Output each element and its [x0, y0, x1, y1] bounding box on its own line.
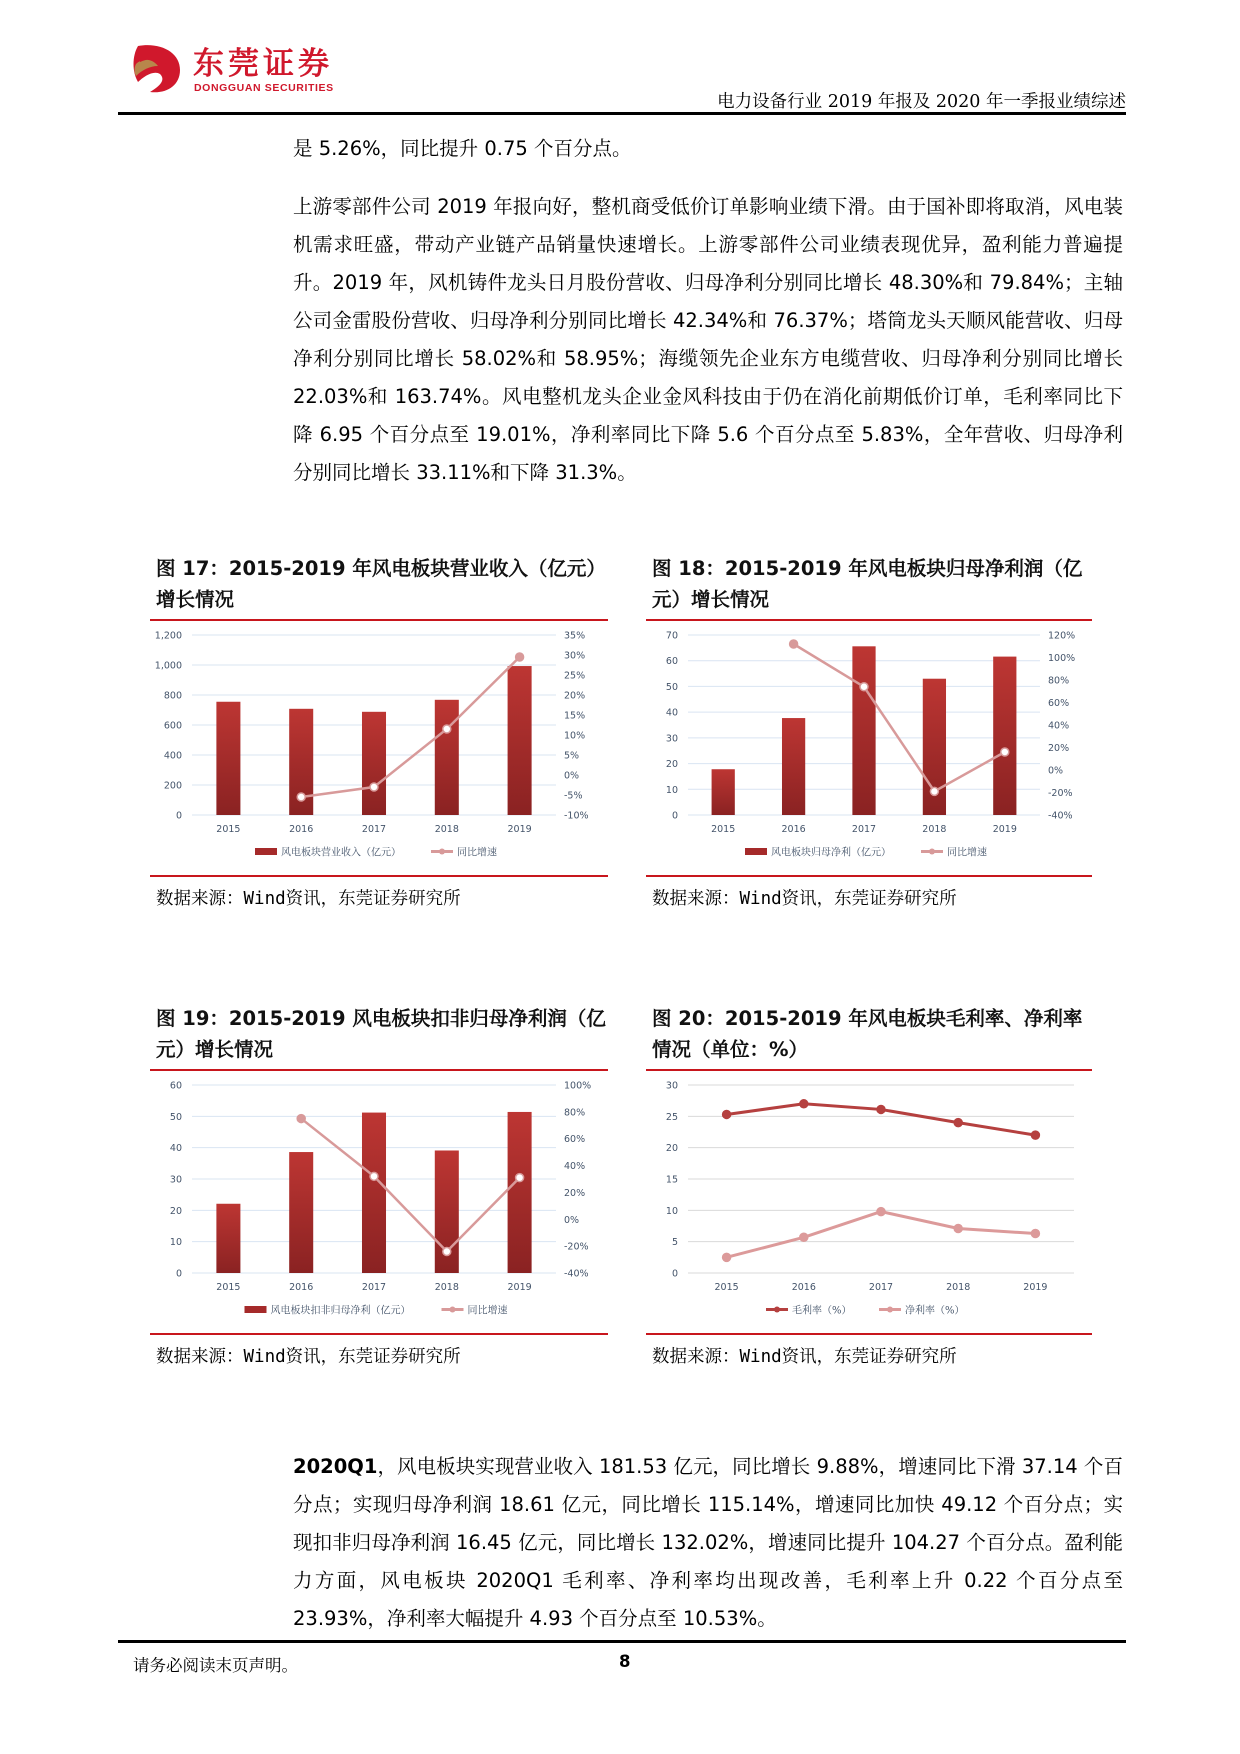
x-tick-label: 2019	[507, 1282, 532, 1293]
y-tick-label: 0	[175, 1268, 182, 1280]
legend-label: 风电板块营业收入（亿元）	[281, 847, 401, 859]
y-tick-label: 5	[671, 1237, 678, 1249]
bar-2018	[435, 700, 459, 815]
footer-divider	[118, 1640, 1126, 1643]
data-point	[516, 1174, 524, 1182]
y2-tick-label: 15%	[564, 710, 586, 722]
bar-2019	[508, 666, 532, 815]
logo-text-cn: 东莞证券	[193, 46, 333, 82]
figure-title: 图 19：2015-2019 风电板块扣非归母净利润（亿元）增长情况	[156, 1007, 606, 1061]
y-tick-label: 20	[665, 1143, 678, 1155]
x-tick-label: 2019	[507, 824, 532, 835]
data-point	[1031, 1131, 1039, 1139]
company-logo	[118, 36, 368, 96]
x-tick-label: 2018	[434, 1282, 459, 1293]
paragraph-3	[293, 1448, 1123, 1638]
legend-swatch-marker	[929, 849, 935, 855]
report-title: 电力设备行业 2019 年报及 2020 年一季报业绩综述	[717, 92, 1126, 112]
y2-tick-label: 20%	[1048, 743, 1070, 754]
y-tick-label: 600	[163, 720, 182, 732]
page-header	[118, 28, 1126, 116]
y-tick-label: 0	[671, 810, 678, 822]
y-tick-label: 40	[665, 707, 678, 719]
y2-tick-label: 0%	[1048, 765, 1064, 777]
figure-title: 图 20：2015-2019 年风电板块毛利率、净利率情况（单位：%）	[652, 1007, 1083, 1061]
chart-margins	[646, 1071, 1092, 1329]
data-point	[443, 1248, 451, 1256]
y-tick-label: 50	[169, 1111, 182, 1123]
x-tick-label: 2019	[992, 824, 1017, 835]
legend-swatch-marker	[450, 1307, 456, 1313]
data-point	[790, 640, 798, 648]
data-point	[800, 1100, 808, 1108]
header-divider	[118, 112, 1126, 115]
bar-2015	[216, 702, 240, 815]
y-tick-label: 200	[163, 780, 182, 792]
legend-swatch-bar	[255, 848, 277, 855]
legend-label: 风电板块归母净利（亿元）	[771, 847, 891, 859]
paragraph-body: ，风电板块实现营业收入 181.53 亿元，同比增长 9.88%，增速同比下滑 37.14 个百分点；实现归母净利润 18.61 亿元，同比增长 115.14%，增速同比加快 49.12 个百分点；实现扣非归母净利润 16.45 亿元，同比增长 132.02%，增速同比提升 104.27 个百分点。盈利能力方面，风电板块 2020Q1 毛利率、净利率均出现改善，毛利率上升 0.22 个百分点至 23.93%，净利率大幅提升 4.93 个百分点至 10.53%。	[293, 1455, 1123, 1630]
x-tick-label: 2016	[791, 1282, 816, 1293]
x-tick-label: 2018	[946, 1282, 971, 1293]
legend-label: 毛利率（%）	[792, 1305, 852, 1317]
x-tick-label: 2018	[922, 824, 947, 835]
x-tick-label: 2015	[216, 824, 241, 835]
data-point	[954, 1225, 962, 1233]
y2-tick-label: 40%	[1048, 720, 1070, 732]
data-point	[297, 793, 305, 801]
y-tick-label: 30	[665, 733, 678, 745]
paragraph-lead: 2020Q1	[293, 1455, 378, 1478]
y-tick-label: 20	[665, 759, 678, 771]
y2-tick-label: 0%	[564, 770, 580, 782]
x-tick-label: 2015	[711, 824, 736, 835]
x-tick-label: 2017	[361, 1282, 387, 1293]
paragraph-text: 上游零部件公司 2019 年报向好，整机商受低价订单影响业绩下滑。由于国补即将取消，风电装机需求旺盛，带动产业链产品销量快速增长。上游零部件公司业绩表现优异，盈利能力普遍提升。2019 年，风机铸件龙头日月股份营收、归母净利分别同比增长 48.30%和 79.84%；主轴公司金雷股份营收、归母净利分别同比增长 42.34%和 76.37%；塔筒龙头天顺风能营收、归母净利分别同比增长 58.02%和 58.95%；海缆领先企业东方电缆营收、归母净利分别同比增长 22.03%和 163.74%。风电整机龙头企业金风科技由于仍在消化前期低价订单，毛利率同比下降 6.95 个百分点至 19.01%，净利率同比下降 5.6 个百分点至 5.83%，全年营收、归母净利分别同比增长 33.11%和下降 31.3%。	[293, 195, 1123, 484]
logo-text-en: DONGGUAN SECURITIES	[194, 82, 334, 94]
y2-tick-label: 120%	[1048, 630, 1076, 642]
legend-label: 同比增速	[467, 1305, 508, 1317]
y-tick-label: 0	[175, 810, 182, 822]
y2-tick-label: 0%	[564, 1214, 580, 1226]
paragraph-2	[293, 188, 1123, 492]
data-point	[800, 1233, 808, 1241]
figure-bottom-rule	[150, 875, 608, 877]
chart-net-profit	[646, 621, 1092, 871]
figure-17	[150, 553, 608, 910]
x-tick-label: 2015	[714, 1282, 739, 1293]
y2-tick-label: 20%	[564, 1187, 586, 1199]
y2-tick-label: 20%	[564, 690, 586, 702]
x-tick-label: 2015	[216, 1282, 241, 1293]
figure-source: 数据来源：Wind资讯，东莞证券研究所	[156, 1347, 461, 1367]
bar-2017	[362, 712, 386, 815]
series-line	[301, 1119, 519, 1252]
bar-2019	[993, 657, 1016, 815]
figure-19	[150, 1003, 608, 1368]
chart-svg	[150, 1071, 608, 1329]
x-tick-label: 2016	[289, 824, 314, 835]
y-tick-label: 10	[169, 1237, 182, 1249]
figure-bottom-rule	[646, 875, 1092, 877]
chart-svg	[646, 621, 1092, 871]
bar-2015	[216, 1204, 240, 1273]
legend-label: 同比增速	[947, 847, 987, 859]
y-tick-label: 50	[665, 681, 678, 693]
y-tick-label: 70	[665, 630, 678, 642]
page-number: 8	[619, 1652, 631, 1671]
y2-tick-label: 80%	[564, 1107, 586, 1119]
x-tick-label: 2017	[361, 824, 387, 835]
y2-tick-label: -20%	[1048, 788, 1073, 799]
figure-source: 数据来源：Wind资讯，东莞证券研究所	[652, 889, 957, 909]
x-tick-label: 2016	[289, 1282, 314, 1293]
legend-label: 风电板块扣非归母净利（亿元）	[270, 1305, 411, 1317]
y-tick-label: 1,000	[154, 660, 182, 672]
data-point	[443, 725, 451, 733]
data-point	[723, 1110, 731, 1118]
y2-tick-label: 100%	[564, 1080, 592, 1092]
x-tick-label: 2017	[851, 824, 877, 835]
legend-swatch-marker	[774, 1307, 780, 1313]
y2-tick-label: 25%	[564, 670, 586, 682]
figure-title: 图 17：2015-2019 年风电板块营业收入（亿元）增长情况	[156, 557, 606, 611]
chart-svg	[150, 621, 608, 871]
y-tick-label: 10	[665, 784, 678, 796]
x-tick-label: 2016	[781, 824, 806, 835]
logo-mark-icon	[130, 42, 182, 94]
y-tick-label: 400	[163, 750, 182, 762]
legend-swatch-bar	[245, 1306, 267, 1313]
data-point	[930, 787, 938, 795]
y-tick-label: 15	[665, 1174, 678, 1186]
bar-2019	[508, 1112, 532, 1273]
data-point	[860, 683, 868, 691]
y2-tick-label: 35%	[564, 630, 586, 642]
y2-tick-label: 10%	[564, 730, 586, 742]
figure-bottom-rule	[150, 1333, 608, 1335]
data-point	[877, 1105, 885, 1113]
y2-tick-label: -40%	[1048, 810, 1073, 822]
figure-18	[646, 553, 1092, 910]
bar-2017	[852, 646, 875, 815]
y2-tick-label: 60%	[1048, 698, 1070, 709]
data-point	[877, 1208, 885, 1216]
y-tick-label: 60	[169, 1080, 182, 1092]
y2-tick-label: -40%	[564, 1268, 589, 1280]
series-line	[727, 1212, 1036, 1258]
data-point	[954, 1119, 962, 1127]
bar-2015	[712, 769, 735, 815]
y2-tick-label: 100%	[1048, 653, 1076, 664]
data-point	[1001, 748, 1009, 756]
y-tick-label: 1,200	[154, 630, 182, 642]
y-tick-label: 40	[169, 1143, 182, 1155]
chart-revenue	[150, 621, 608, 871]
y2-tick-label: 40%	[564, 1161, 586, 1173]
figure-title: 图 18：2015-2019 年风电板块归母净利润（亿元）增长情况	[652, 557, 1083, 611]
bar-2016	[289, 1152, 313, 1273]
x-tick-label: 2018	[434, 824, 459, 835]
bar-2017	[362, 1113, 386, 1273]
y-tick-label: 60	[665, 656, 678, 668]
y2-tick-label: -5%	[564, 790, 583, 802]
paragraph-text: 是 5.26%，同比提升 0.75 个百分点。	[293, 137, 632, 160]
data-point	[370, 1172, 378, 1180]
chart-deducted-net-profit	[150, 1071, 608, 1329]
legend-swatch-marker	[439, 849, 445, 855]
x-tick-label: 2019	[1023, 1282, 1048, 1293]
data-point	[723, 1253, 731, 1261]
data-point	[370, 783, 378, 791]
y2-tick-label: 5%	[564, 750, 580, 762]
series-line	[794, 644, 1005, 791]
data-point	[297, 1115, 305, 1123]
y-tick-label: 30	[169, 1174, 182, 1186]
figure-20	[646, 1003, 1092, 1368]
data-point	[516, 653, 524, 661]
y2-tick-label: 80%	[1048, 675, 1070, 687]
y2-tick-label: 30%	[564, 650, 586, 662]
y2-tick-label: 60%	[564, 1134, 586, 1146]
legend-label: 净利率（%）	[905, 1305, 965, 1317]
y-tick-label: 30	[665, 1080, 678, 1092]
y2-tick-label: -20%	[564, 1241, 589, 1253]
paragraph-1	[293, 130, 1123, 168]
data-point	[1031, 1230, 1039, 1238]
y-tick-label: 10	[665, 1205, 678, 1217]
y-tick-label: 25	[665, 1111, 678, 1123]
figure-bottom-rule	[646, 1333, 1092, 1335]
legend-label: 同比增速	[457, 847, 497, 859]
legend-swatch-bar	[745, 848, 767, 855]
figure-source: 数据来源：Wind资讯，东莞证券研究所	[156, 889, 461, 909]
footer-disclaimer: 请务必阅读末页声明。	[133, 1656, 298, 1675]
y-tick-label: 20	[169, 1205, 182, 1217]
y2-tick-label: -10%	[564, 810, 589, 822]
bar-2016	[782, 718, 805, 815]
figure-source: 数据来源：Wind资讯，东莞证券研究所	[652, 1347, 957, 1367]
x-tick-label: 2017	[868, 1282, 894, 1293]
series-line	[301, 657, 519, 797]
legend-swatch-marker	[887, 1307, 893, 1313]
y-tick-label: 0	[671, 1268, 678, 1280]
y-tick-label: 800	[163, 690, 182, 702]
chart-svg	[646, 1071, 1092, 1329]
paragraph-text	[293, 1448, 1123, 1638]
